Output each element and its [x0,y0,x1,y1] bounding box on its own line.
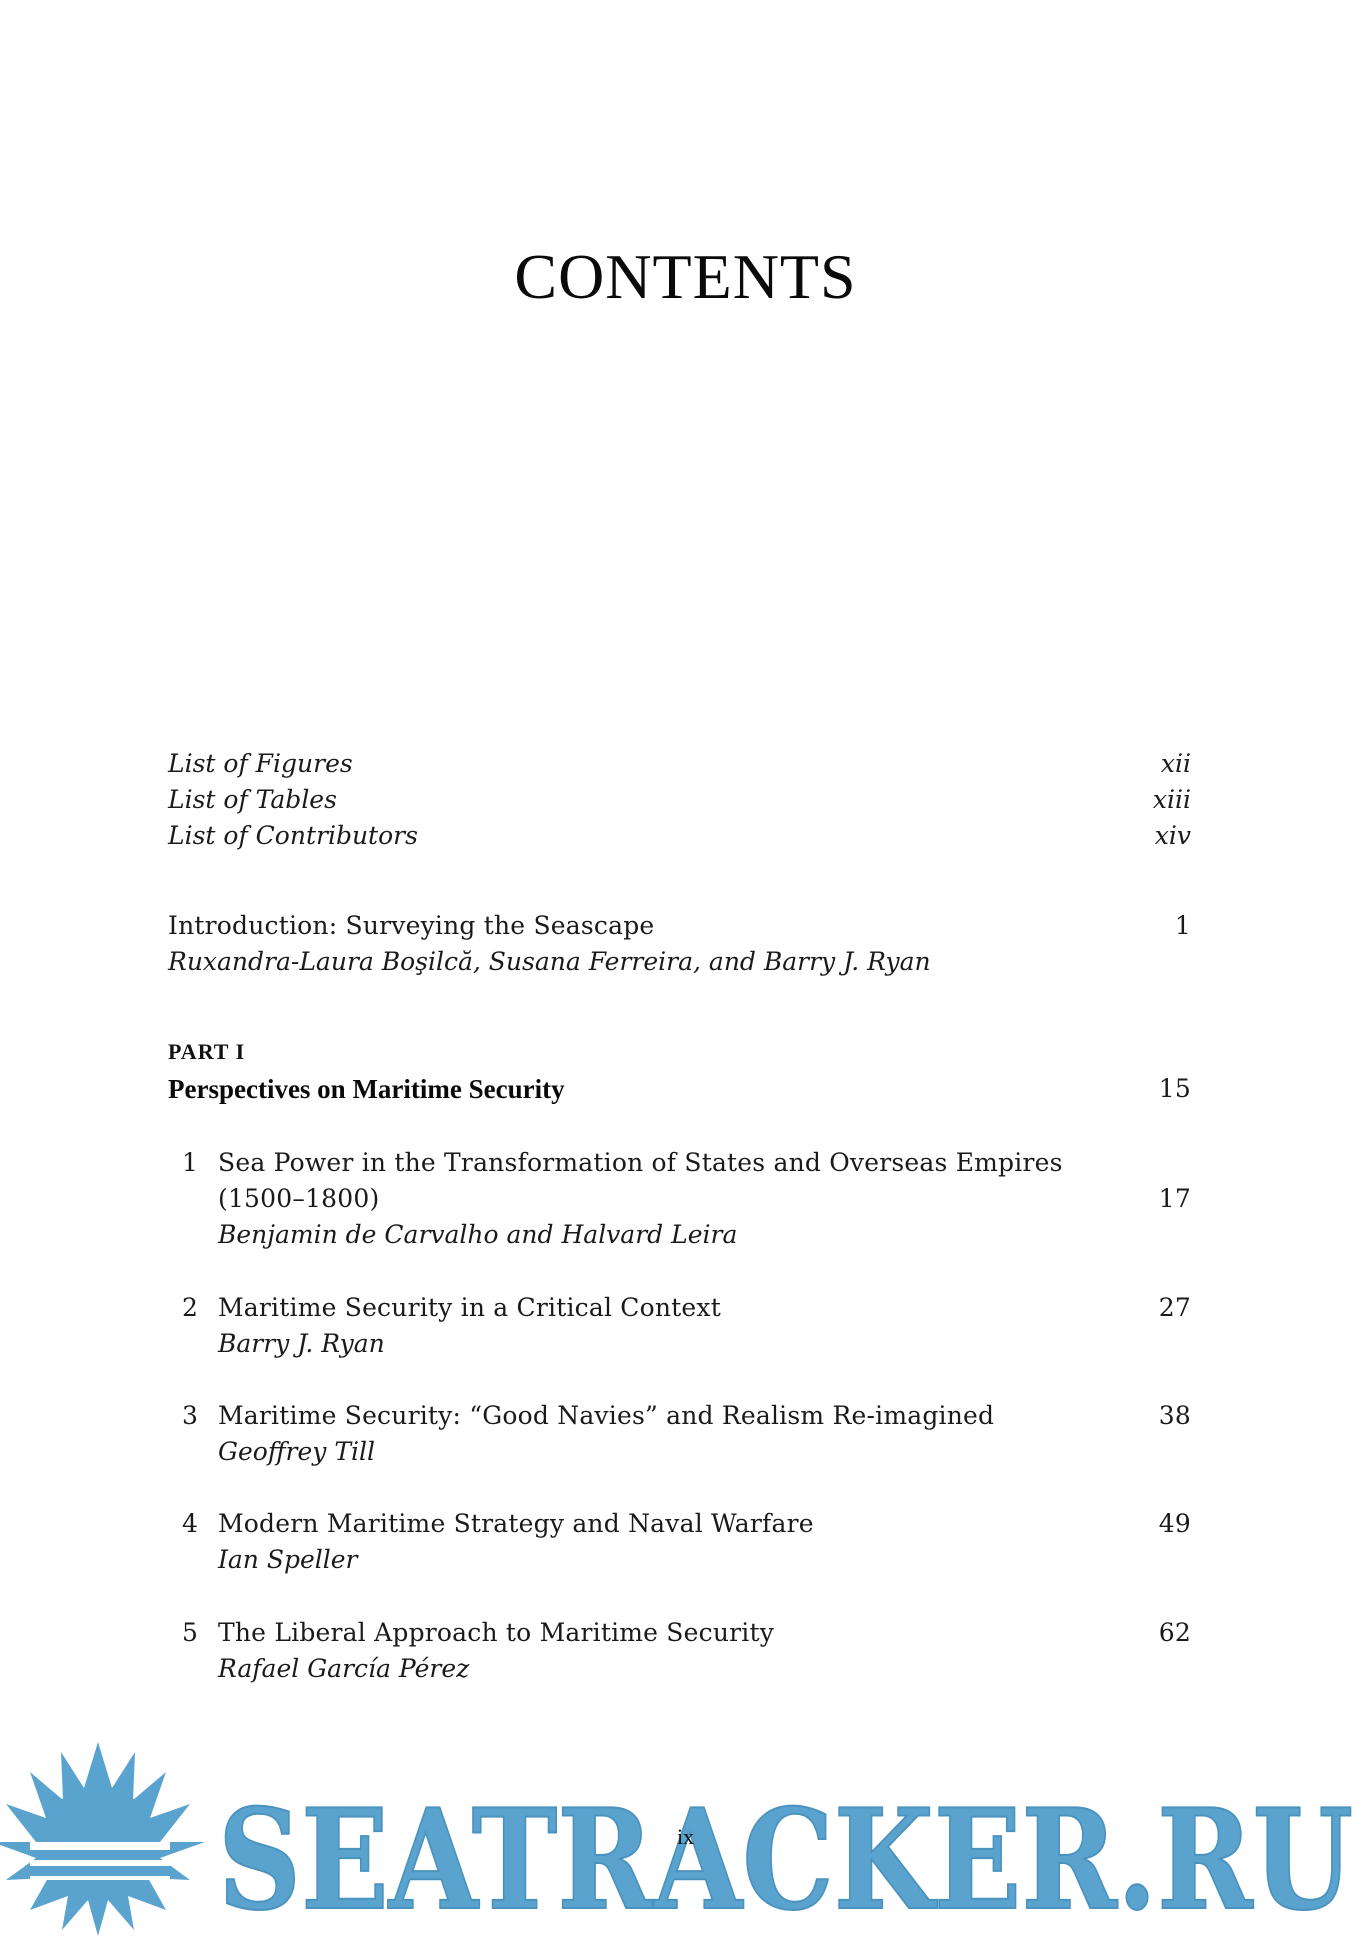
toc-entry-figures[interactable] [168,746,1191,782]
toc-entry-contributors[interactable] [168,818,1191,854]
toc-entry-chapter-2[interactable] [218,1290,1191,1326]
introduction-authors [168,944,1191,980]
entry-title: Maritime Security in a Critical Context [218,1293,721,1322]
entry-authors: Ian Speller [218,1545,358,1574]
toc-entry-tables[interactable] [168,782,1191,818]
toc-entry-chapter-1[interactable] [218,1145,1191,1181]
chapter-1-authors [218,1217,1191,1253]
entry-title: Modern Maritime Strategy and Naval Warfare [218,1509,814,1538]
entry-page: 62 [1158,1618,1191,1647]
entry-authors: Barry J. Ryan [218,1329,385,1358]
entry-page: xiv [1154,821,1191,850]
chapter-number: 4 [182,1509,198,1538]
entry-title-continued: (1500–1800) [218,1184,380,1213]
entry-page: 15 [1158,1074,1191,1103]
entry-page: 1 [1174,911,1191,940]
entry-authors: Ruxandra-Laura Boşilcă, Susana Ferreira, and Barry J. Ryan [168,947,931,976]
chapter-4-authors [218,1542,1191,1578]
entry-title: Maritime Security: “Good Navies” and Realism Re-imagined [218,1401,995,1430]
chapter-5-authors [218,1651,1191,1687]
toc-entry-part-1[interactable] [168,1071,1191,1107]
entry-title: Sea Power in the Transformation of States and Overseas Empires [218,1148,1063,1177]
entry-page: 49 [1158,1509,1191,1538]
entry-title: List of Contributors [168,821,418,850]
chapter-number: 3 [182,1401,198,1430]
toc-entry-chapter-5[interactable] [218,1615,1191,1651]
entry-page: xii [1160,749,1191,778]
entry-page: 38 [1158,1401,1191,1430]
entry-title: List of Tables [168,785,337,814]
entry-authors: Geoffrey Till [218,1437,376,1466]
chapter-number: 2 [182,1293,198,1322]
chapter-number: 5 [182,1618,198,1647]
toc-entry-chapter-3[interactable] [218,1398,1191,1434]
entry-authors: Rafael García Pérez [218,1654,470,1683]
entry-title: Introduction: Surveying the Seascape [168,911,655,940]
entry-page: xiii [1152,785,1191,814]
entry-title: List of Figures [168,749,353,778]
chapter-2-authors [218,1326,1191,1362]
chapter-number: 1 [182,1148,198,1177]
entry-page: 27 [1158,1293,1191,1322]
watermark-text: SEATRACKER.RU [218,1778,1353,1938]
entry-title: The Liberal Approach to Maritime Security [218,1618,775,1647]
entry-page: 17 [1158,1184,1191,1213]
toc-entry-chapter-1-cont[interactable] [218,1181,1191,1217]
page-number: ix [676,1824,695,1849]
part-title: Perspectives on Maritime Security [168,1074,565,1104]
toc-entry-introduction[interactable] [168,908,1191,944]
toc-entry-chapter-4[interactable] [218,1506,1191,1542]
contents-heading: CONTENTS [514,241,857,312]
entry-authors: Benjamin de Carvalho and Halvard Leira [218,1220,738,1249]
chapter-3-authors [218,1434,1191,1470]
part-label: PART I [168,1039,246,1064]
